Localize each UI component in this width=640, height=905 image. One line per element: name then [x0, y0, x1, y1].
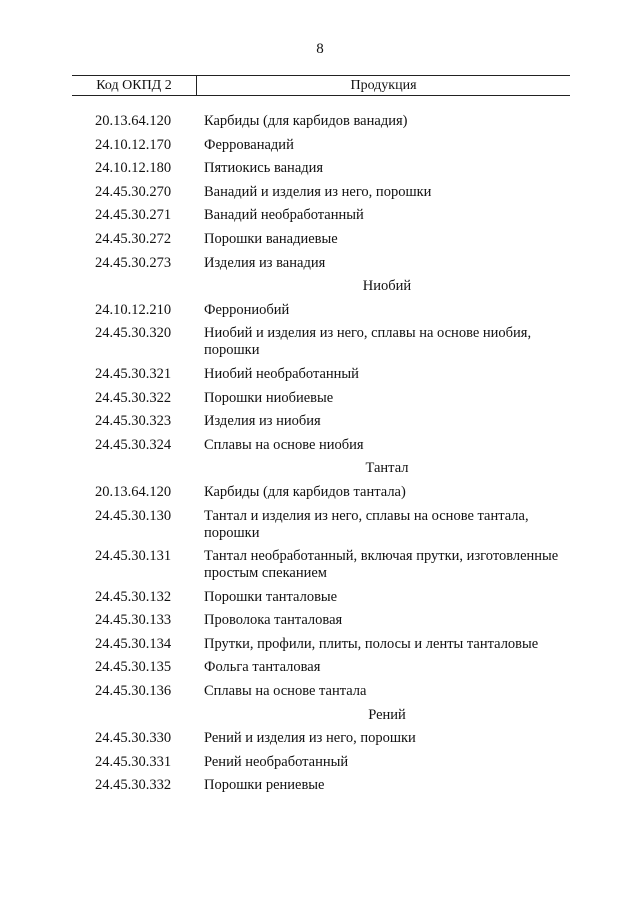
- row-product: Прутки, профили, плиты, полосы и ленты танталовые: [204, 635, 539, 652]
- section-heading-niobium: Ниобий: [362, 278, 412, 295]
- row-code: 24.45.30.271: [95, 207, 172, 224]
- table-row: [72, 484, 570, 501]
- table-row: [72, 413, 570, 430]
- table-body: [72, 96, 570, 794]
- table-row: [72, 508, 570, 542]
- row-code: 24.10.12.210: [95, 301, 172, 318]
- row-code: 24.45.30.133: [95, 612, 172, 629]
- page-number: 8: [316, 41, 324, 57]
- table-row: [72, 437, 570, 454]
- row-code: 24.45.30.322: [95, 389, 172, 406]
- row-code: 24.45.30.323: [95, 413, 172, 430]
- row-product: Тантал необработанный, включая прутки, изготовленные простым спеканием: [204, 548, 559, 582]
- row-product: Сплавы на основе тантала: [204, 683, 367, 700]
- table-row: [72, 589, 570, 606]
- table-row: [72, 636, 570, 653]
- row-product: Сплавы на основе ниобия: [204, 436, 364, 453]
- table-row: [72, 548, 570, 582]
- row-code: 20.13.64.120: [95, 113, 172, 129]
- row-product: Порошки ванадиевые: [204, 230, 338, 247]
- row-code: 24.45.30.136: [95, 683, 172, 700]
- row-code: 24.45.30.131: [95, 548, 172, 565]
- row-code: 24.45.30.331: [95, 753, 172, 770]
- row-product: Фольга танталовая: [204, 659, 321, 676]
- row-product: Проволока танталовая: [204, 612, 343, 629]
- row-code: 24.45.30.135: [95, 659, 172, 676]
- row-product: Феррованадий: [204, 136, 294, 153]
- column-header-code: Код ОКПД 2: [72, 76, 197, 95]
- row-product: Ниобий и изделия из него, сплавы на основе ниобия, порошки: [204, 325, 532, 359]
- table-row: [72, 160, 570, 177]
- column-header-product: Продукция: [350, 78, 417, 93]
- table-row: [72, 659, 570, 676]
- table-row: [72, 366, 570, 383]
- table-row: [72, 754, 570, 771]
- row-code: 24.45.30.272: [95, 230, 172, 247]
- table-row: [72, 730, 570, 747]
- table-row: [72, 113, 570, 130]
- okpd-table: [72, 75, 570, 801]
- table-row: [72, 207, 570, 224]
- row-product: Изделия из ниобия: [204, 413, 321, 430]
- table-row: [72, 255, 570, 272]
- row-code: 24.10.12.180: [95, 160, 172, 177]
- table-row: [72, 777, 570, 794]
- row-product: Ниобий необработанный: [204, 365, 359, 382]
- table-row: [72, 231, 570, 248]
- row-product: Порошки танталовые: [204, 588, 338, 605]
- row-product: Ванадий и изделия из него, порошки: [204, 183, 432, 200]
- table-header: [72, 75, 570, 96]
- table-row: [72, 683, 570, 700]
- section-heading-rhenium: Рений: [368, 706, 406, 723]
- table-row: [72, 137, 570, 154]
- row-code: 24.45.30.332: [95, 777, 172, 794]
- row-code: 24.45.30.330: [95, 730, 172, 747]
- row-product: Порошки рениевые: [204, 777, 325, 794]
- row-product: Карбиды (для карбидов ванадия): [204, 113, 408, 129]
- table-row: [72, 325, 570, 359]
- row-code: 20.13.64.120: [95, 483, 172, 500]
- row-code: 24.45.30.321: [95, 365, 172, 382]
- row-code: 24.45.30.320: [95, 325, 172, 342]
- row-code: 24.10.12.170: [95, 136, 172, 153]
- table-row: [72, 302, 570, 319]
- table-row: [72, 390, 570, 407]
- row-code: 24.45.30.324: [95, 436, 172, 453]
- section-heading-tantalum: Тантал: [365, 460, 409, 477]
- row-code: 24.45.30.270: [95, 183, 172, 200]
- table-row: [72, 612, 570, 629]
- row-product: Карбиды (для карбидов тантала): [204, 483, 406, 500]
- row-product: Феррониобий: [204, 301, 290, 318]
- row-code: 24.45.30.134: [95, 635, 172, 652]
- row-code: 24.45.30.130: [95, 507, 172, 524]
- table-row: [72, 184, 570, 201]
- row-product: Рений необработанный: [204, 753, 349, 770]
- row-product: Изделия из ванадия: [204, 254, 326, 271]
- row-product: Ванадий необработанный: [204, 207, 364, 224]
- row-product: Пятиокись ванадия: [204, 160, 324, 177]
- row-code: 24.45.30.132: [95, 588, 172, 605]
- row-product: Тантал и изделия из него, сплавы на основе тантала, порошки: [204, 507, 529, 541]
- row-product: Порошки ниобиевые: [204, 389, 334, 406]
- row-product: Рений и изделия из него, порошки: [204, 730, 416, 747]
- row-code: 24.45.30.273: [95, 254, 172, 271]
